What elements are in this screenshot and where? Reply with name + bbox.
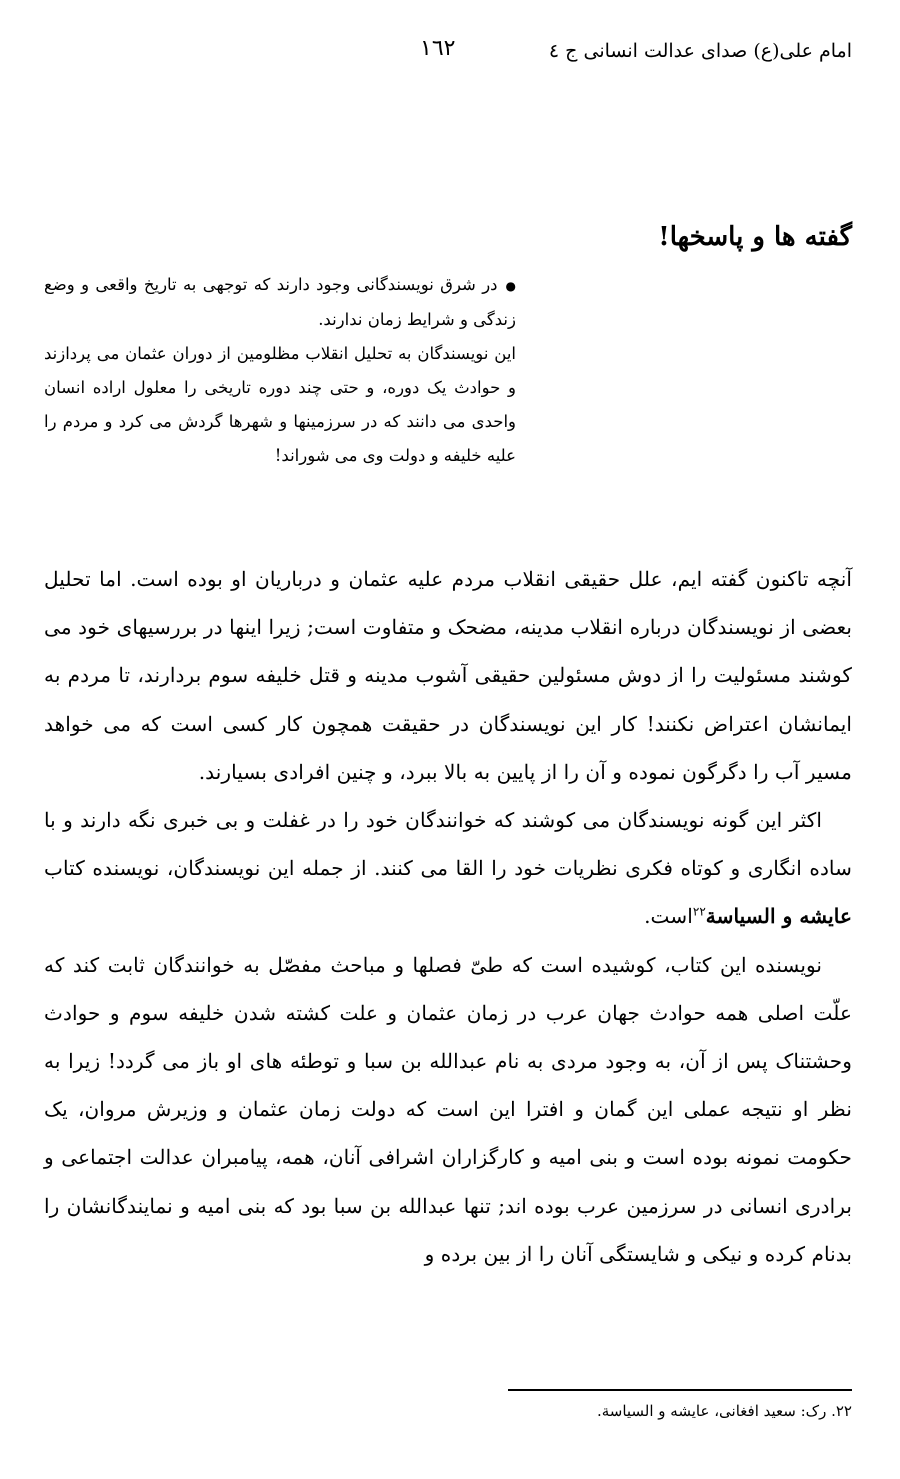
body-paragraph-text: اکثر این گونه نویسندگان می کوشند که خوانندگان خود را در غفلت و بی خبری نگه دارند و با ساده انگاری و کوتاه فکری نظریات خود را القا می کنند. از جمله این نویسندگان، نویسنده کتاب: [44, 808, 852, 881]
bullet-icon: ●: [505, 278, 516, 293]
callout-paragraph-text: در شرق نویسندگانی وجود دارند که توجهی به تاریخ واقعی و وضع زندگی و شرایط زمان ندارند.: [44, 275, 516, 329]
body-paragraph-text: است.: [644, 904, 693, 929]
body-text: [44, 555, 852, 1278]
book-title: عایشه و السیاسة: [705, 904, 852, 929]
callout-box: [44, 268, 516, 473]
running-title: امام علی(ع) صدای عدالت انسانی ج ٤: [548, 40, 852, 62]
footnote-divider: [508, 1389, 852, 1391]
callout-paragraph: [44, 268, 516, 337]
section-heading: گفته ها و پاسخها!: [658, 222, 852, 252]
page-number: ١٦٢: [420, 36, 456, 61]
page-header: [0, 36, 900, 76]
body-paragraph: [44, 796, 852, 941]
body-paragraph: آنچه تاکنون گفته ایم، علل حقیقی انقلاب مردم علیه عثمان و درباریان او بوده است. اما تحلیل بعضی از نویسندگان درباره انقلاب مدینه، مضحک و متفاوت است; زیرا اینها در بررسیهای خود می کوشند مسئولیت را از دوش مسئولین حقیقی آشوب مدینه و قتل خلیفه سوم بردارند، تا مردم به ایمانشان اعتراض نکنند! کار این نویسندگان در حقیقت همچون کار کسی است که می خواهد مسیر آب را دگرگون نموده و آن را از پایین به بالا ببرد، و چنین افرادی بسیارند.: [44, 567, 852, 784]
footnote-reference[interactable]: ٢٢: [692, 904, 706, 919]
footnote: ٢٢. رک: سعید افغانی، عایشه و السیاسة.: [596, 1402, 852, 1420]
body-paragraph: نویسنده این کتاب، کوشیده است که طیّ فصلها و مباحث مفصّل به خوانندگان ثابت کند که علّت اصلی همه حوادث جهان عرب در زمان عثمان و علت کشته شدن خلیفه سوم و حوادث وحشتناک پس از آن، به وجود مردی به نام عبدالله بن سبا و توطئه های او باز می گردد! زیرا به نظر او نتیجه عملی این گمان و افترا این است که دولت زمان عثمان و وزیرش مروان، یک حکومت نمونه بوده است و بنی امیه و کارگزاران اشرافی آنان، همه، پیامبران عدالت اجتماعی و برادری انسانی در سرزمین عرب بوده اند; تنها عبدالله بن سبا بود که بنی امیه و نمایندگانشان را بدنام کرده و نیکی و شایستگی آنان را از بین برده و: [44, 952, 852, 1266]
callout-paragraph: این نویسندگان به تحلیل انقلاب مظلومین از دوران عثمان می پردازند و حوادث یک دوره، و حتی چند دوره تاریخی را معلول اراده انسان واحدی می دانند که در سرزمینها و شهرها گردش می کرد و مردم را علیه خلیفه و دولت وی می شوراند!: [44, 343, 516, 465]
